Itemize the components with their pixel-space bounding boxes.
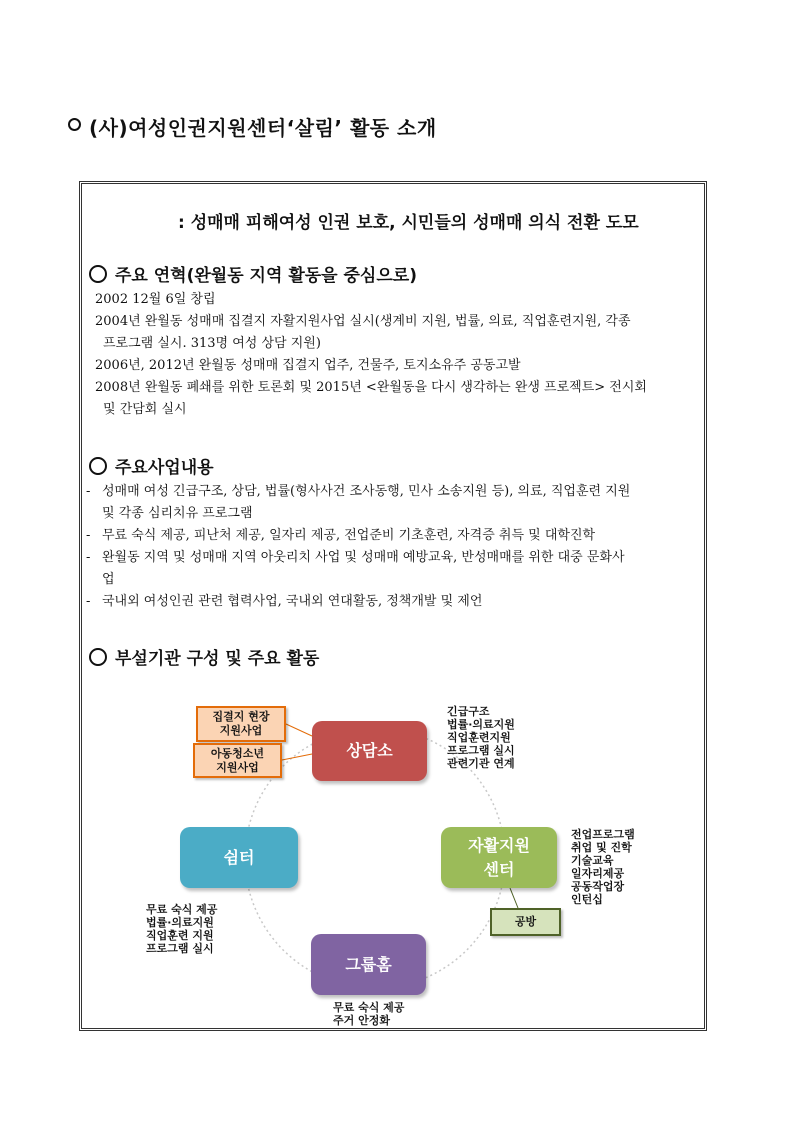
node-self-support-center: 자활지원 센터 <box>441 827 557 888</box>
business-item: - 완월동 지역 및 성매매 지역 아웃리치 사업 및 성매매 예방교육, 반성매매를 위한 대중 문화사 업 <box>86 550 625 587</box>
page-title: (사)여성인권지원센터‘살림’ 활동 소개 <box>68 112 437 141</box>
note-counseling: 긴급구조 법률·의료지원 직업훈련지원 프로그램 실시 관련기관 연계 <box>447 705 515 770</box>
connector-line <box>510 888 518 908</box>
business-item: - 무료 숙식 제공, 피난처 제공, 일자리 제공, 전업준비 기초훈련, 자격증 취득 및 대학진학 <box>86 528 596 543</box>
organization-heading: 부설기관 구성 및 주요 활동 <box>89 644 319 669</box>
note-group-home: 무료 숙식 제공 주거 안정화 <box>333 1001 405 1027</box>
business-item: - 성매매 여성 긴급구조, 상담, 법률(형사사건 조사동행, 민사 소송지원 등), 의료, 직업훈련 지원 및 각종 심리치유 프로그램 <box>86 484 631 521</box>
history-item: 2008년 완월동 폐쇄를 위한 토론회 및 2015년 <완월동을 다시 생각하는 완생 프로젝트> 전시회 및 간담회 실시 <box>95 380 647 417</box>
tag-workshop: 공방 <box>490 908 561 936</box>
business-item: - 국내외 여성인권 관련 협력사업, 국내외 연대활동, 정책개발 및 제언 <box>86 594 483 609</box>
history-heading: 주요 연혁(완월동 지역 활동을 중심으로) <box>89 261 417 286</box>
business-heading: 주요사업내용 <box>89 453 214 478</box>
history-item: 2002 12월 6일 창립 <box>95 292 216 307</box>
subtitle: : 성매매 피해여성 인권 보호, 시민들의 성매매 의식 전환 도모 <box>178 213 639 233</box>
node-group-home: 그룹홈 <box>311 934 426 995</box>
connector-line <box>282 754 312 760</box>
note-self-support: 전업프로그램 취업 및 진학 기술교육 일자리제공 공동작업장 인턴십 <box>571 828 635 906</box>
note-shelter: 무료 숙식 제공 법률·의료지원 직업훈련 지원 프로그램 실시 <box>146 903 218 955</box>
tag-youth-support: 아동청소년 지원사업 <box>193 743 282 778</box>
history-item: 2004년 완월동 성매매 집결지 자활지원사업 실시(생계비 지원, 법률, 의료, 직업훈련지원, 각종 프로그램 실시. 313명 여성 상담 지원) <box>95 314 631 351</box>
history-item: 2006년, 2012년 완월동 성매매 집결지 업주, 건물주, 토지소유주 공동고발 <box>95 358 521 373</box>
tag-field-support: 집결지 현장 지원사업 <box>196 706 286 742</box>
node-counseling: 상담소 <box>312 721 427 781</box>
connector-line <box>286 724 312 736</box>
node-shelter: 쉼터 <box>180 827 298 888</box>
